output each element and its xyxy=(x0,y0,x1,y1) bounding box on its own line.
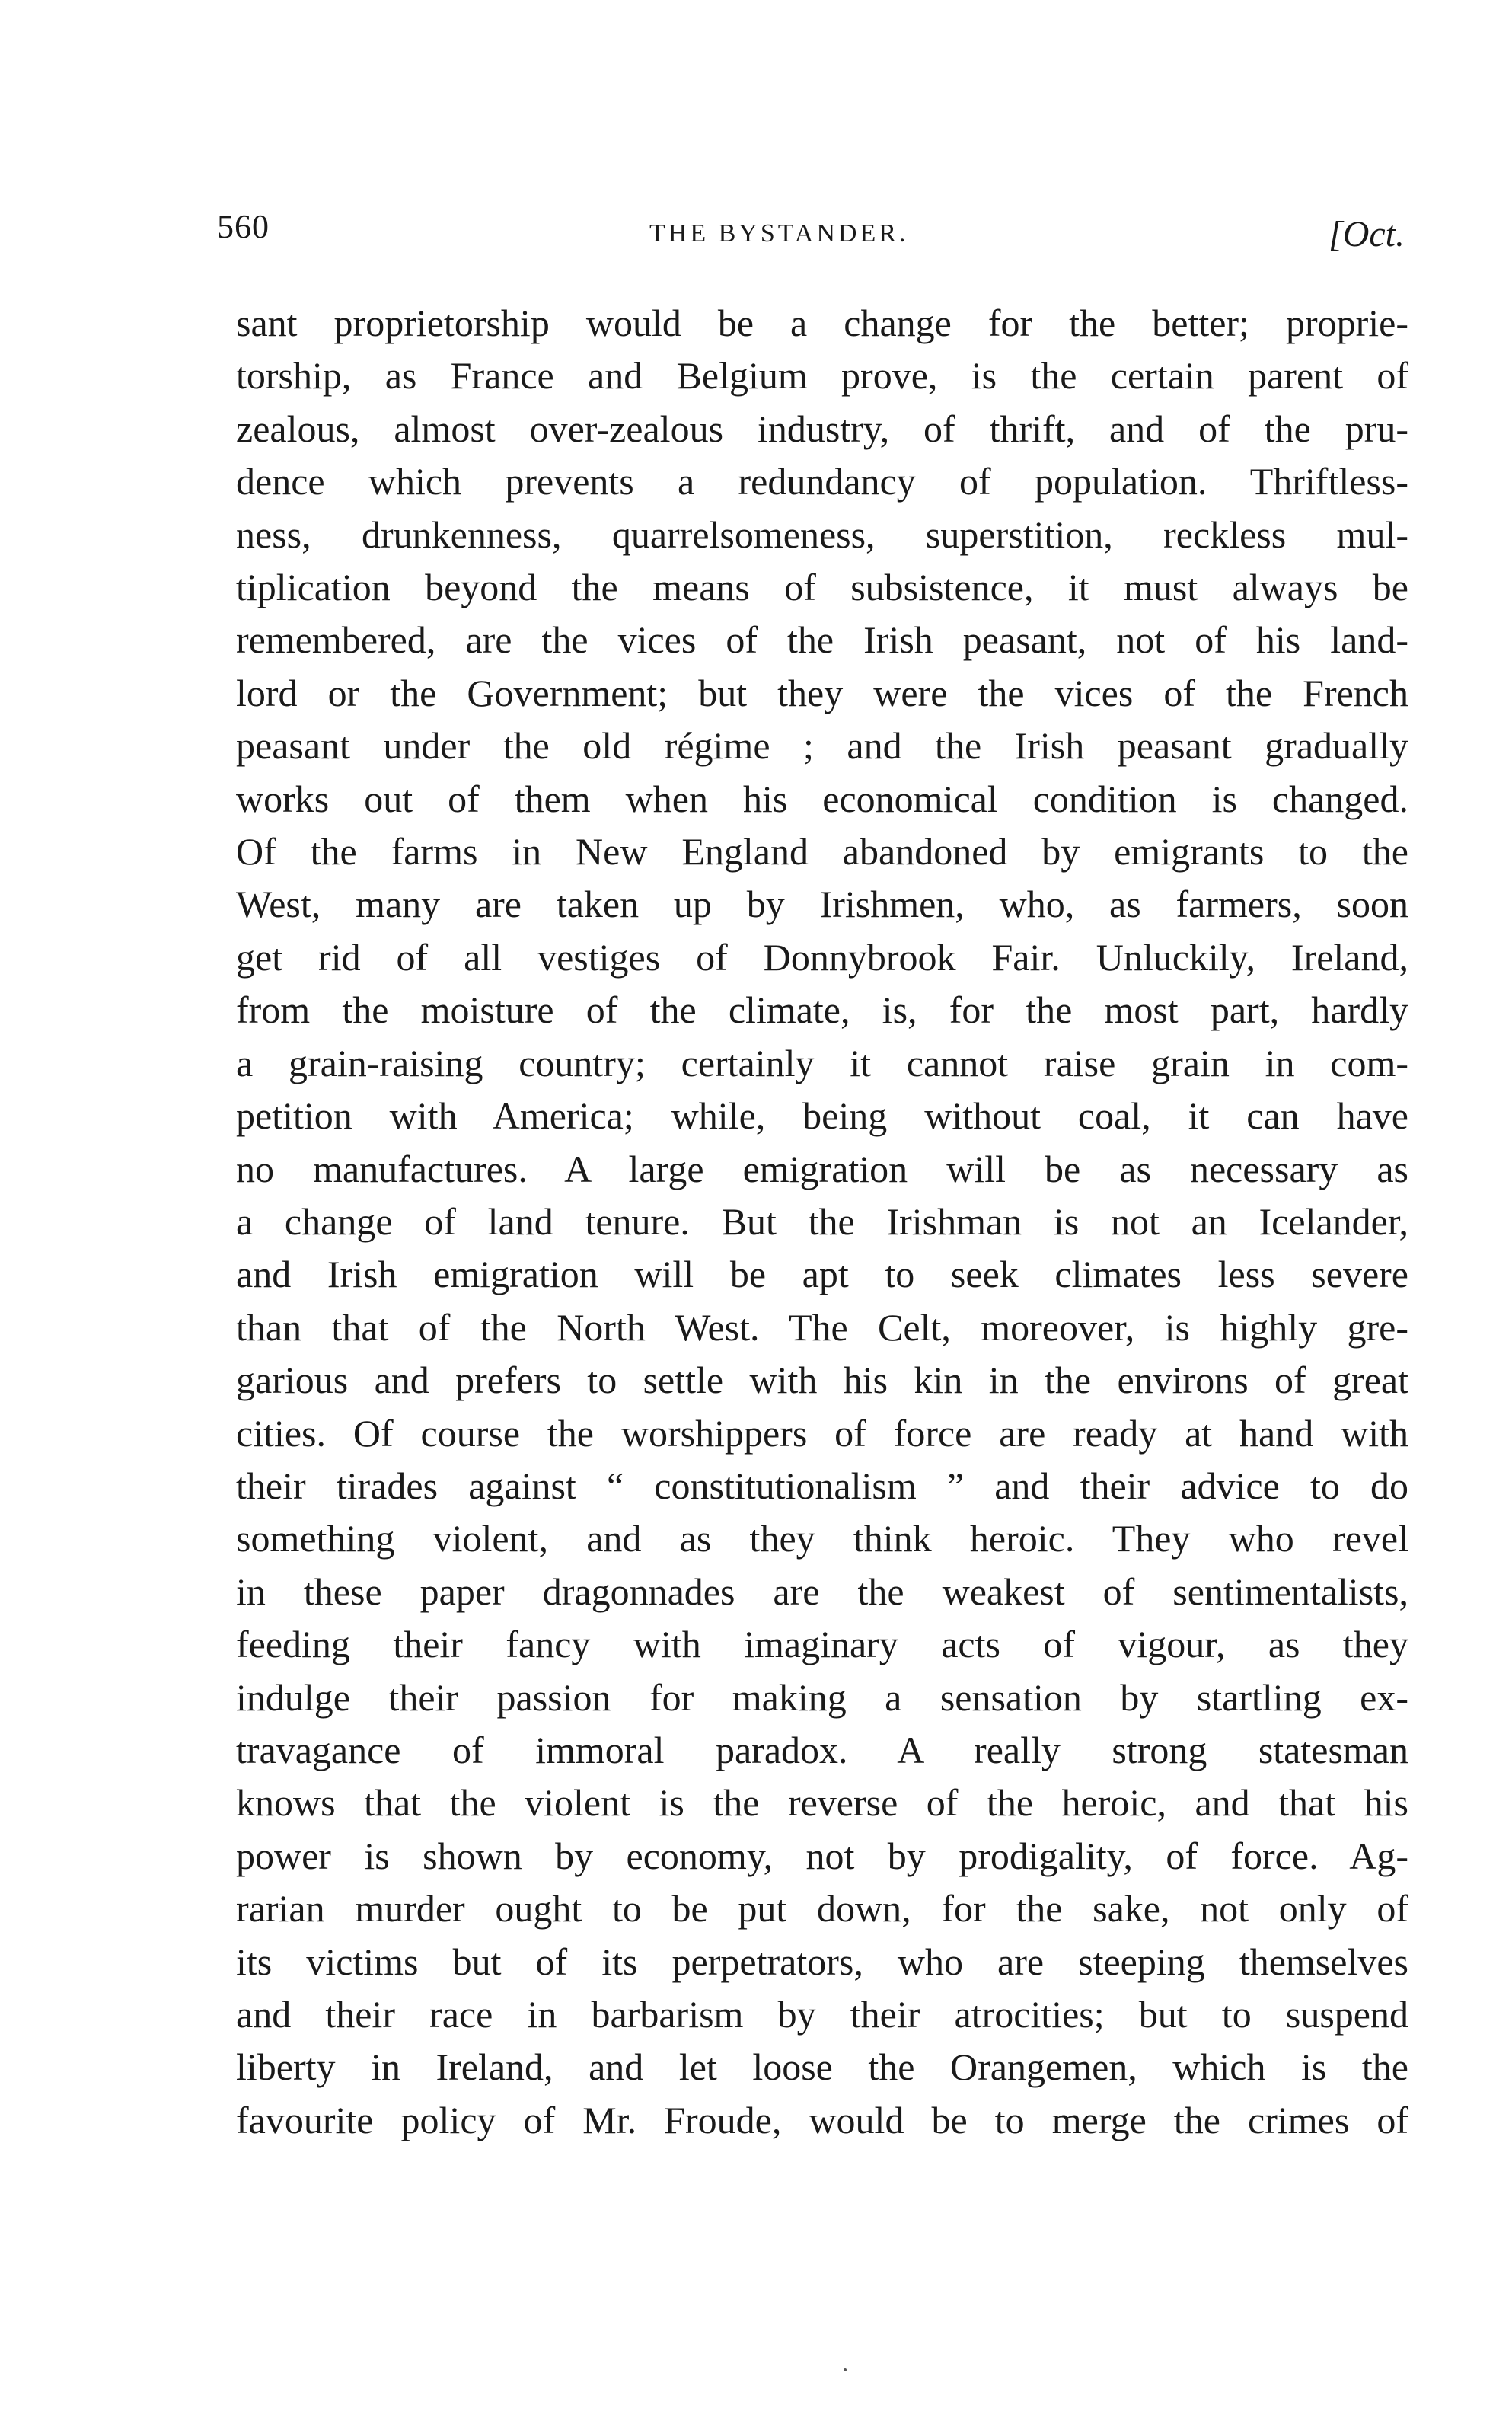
running-title: THE BYSTANDER. xyxy=(649,219,909,247)
text-line: power is shown by economy, not by prodigality, of force. Ag- xyxy=(236,1834,1408,1877)
print-speck xyxy=(844,2368,847,2371)
text-line: cities. Of course the worshippers of force are ready at hand with xyxy=(236,1411,1408,1455)
text-line: a change of land tenure. But the Irishman is not an Icelander, xyxy=(236,1199,1408,1243)
body-text xyxy=(236,297,1408,2147)
issue-month: [Oct. xyxy=(1329,214,1405,254)
text-line: favourite policy of Mr. Froude, would be to merge the crimes of xyxy=(236,2098,1408,2141)
text-line: torship, as France and Belgium prove, is the certain parent of xyxy=(236,354,1408,398)
text-line: works out of them when his economical condition is changed. xyxy=(236,777,1408,820)
text-line: and Irish emigration will be apt to seek climates less severe xyxy=(236,1253,1408,1296)
text-line: remembered, are the vices of the Irish peasant, not of his land- xyxy=(236,618,1408,662)
text-line: and their race in barbarism by their atrocities; but to suspend xyxy=(236,1993,1408,2036)
text-line: rarian murder ought to be put down, for the sake, not only of xyxy=(236,1887,1408,1930)
running-head xyxy=(209,200,1427,260)
text-line: ness, drunkenness, quarrelsomeness, superstition, reckless mul- xyxy=(236,513,1408,556)
text-line: Of the farms in New England abandoned by emigrants to the xyxy=(236,830,1408,873)
text-line: petition with America; while, being without coal, it can have xyxy=(236,1094,1408,1138)
text-line: garious and prefers to settle with his kin in the environs of great xyxy=(236,1359,1408,1402)
text-line: travagance of immoral paradox. A really strong statesman xyxy=(236,1728,1408,1771)
text-line: its victims but of its perpetrators, who are steeping themselves xyxy=(236,1940,1408,1983)
text-line: liberty in Ireland, and let loose the Orangemen, which is the xyxy=(236,2045,1408,2089)
text-line: something violent, and as they think heroic. They who revel xyxy=(236,1517,1408,1560)
text-line: tiplication beyond the means of subsistence, it must always be xyxy=(236,566,1408,609)
text-line: indulge their passion for making a sensation by startling ex- xyxy=(236,1675,1408,1719)
text-line: dence which prevents a redundancy of population. Thriftless- xyxy=(236,460,1408,503)
text-line: their tirades against “ constitutionalism ” and their advice to do xyxy=(236,1464,1408,1507)
text-line: a grain-raising country; certainly it cannot raise grain in com- xyxy=(236,1041,1408,1084)
text-line: in these paper dragonnades are the weakest of sentimentalists, xyxy=(236,1570,1408,1613)
text-line: feeding their fancy with imaginary acts of vigour, as they xyxy=(236,1623,1408,1666)
text-line: lord or the Government; but they were the vices of the French xyxy=(236,671,1408,714)
text-line: sant proprietorship would be a change for the better; proprie- xyxy=(236,302,1408,344)
page-number: 560 xyxy=(217,208,270,245)
text-line: no manufactures. A large emigration will be as necessary as xyxy=(236,1147,1408,1190)
text-line: get rid of all vestiges of Donnybrook Fair. Unluckily, Ireland, xyxy=(236,935,1408,979)
text-line: zealous, almost over-zealous industry, of thrift, and of the pru- xyxy=(236,407,1408,450)
text-line: peasant under the old régime ; and the Irish peasant gradually xyxy=(236,724,1408,768)
text-line: West, many are taken up by Irishmen, who, as farmers, soon xyxy=(236,883,1408,926)
text-line: than that of the North West. The Celt, moreover, is highly gre- xyxy=(236,1305,1408,1349)
text-line: from the moisture of the climate, is, for the most part, hardly xyxy=(236,988,1408,1032)
text-line: knows that the violent is the reverse of the heroic, and that his xyxy=(236,1781,1408,1825)
